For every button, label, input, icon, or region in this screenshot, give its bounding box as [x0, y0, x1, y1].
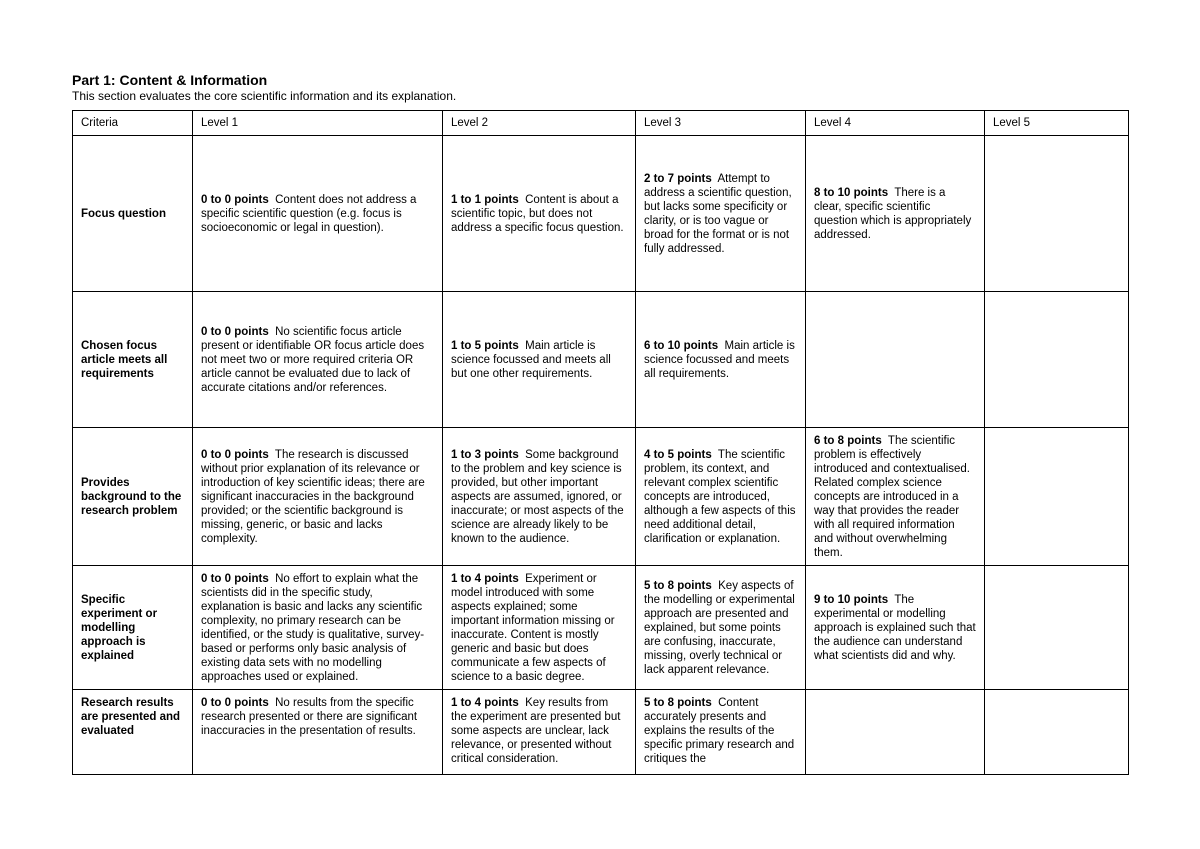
- level-description: No scientific focus article present or identifiable OR focus article does not meet two or more required criteria OR article cannot be evaluated due to lack of accurate citations and/or references.: [201, 325, 425, 394]
- header-level-1: Level 1: [193, 111, 443, 136]
- level-cell: [443, 292, 636, 428]
- level-cell: [806, 136, 985, 292]
- level-cell: [806, 566, 985, 690]
- level-description: Main article is science focussed and meets all but one other requirements.: [451, 339, 611, 380]
- level-cell-empty: [806, 690, 985, 775]
- points-label: 0 to 0 points: [201, 448, 269, 461]
- level-cell-empty: [985, 566, 1129, 690]
- rubric-table: [72, 110, 1129, 775]
- points-label: 6 to 10 points: [644, 339, 719, 352]
- level-description: The research is discussed without prior explanation of its relevance or introduction of key scientific ideas; there are significant inaccuracies in the background provided; or the scientific background is missing, generic, or basic and lacks complexity.: [201, 448, 425, 545]
- points-label: 1 to 4 points: [451, 572, 519, 585]
- level-description: Attempt to address a scientific question, but lacks some specificity or clarity, or is too vague or broad for the format or is not fully addressed.: [644, 172, 792, 255]
- level-cell: [193, 428, 443, 566]
- level-cell: [443, 136, 636, 292]
- level-cell: [443, 690, 636, 775]
- level-description: Content accurately presents and explains the results of the specific primary research and critiques the: [644, 697, 795, 765]
- level-cell: [193, 690, 443, 775]
- level-cell-empty: [985, 428, 1129, 566]
- section-subtitle: This section evaluates the core scientific information and its explanation.: [72, 89, 457, 103]
- level-cell: [443, 566, 636, 690]
- level-description: Key aspects of the modelling or experimental approach are presented and explained, but some points are confusing, inaccurate, missing, overly technical or lack apparent relevance.: [644, 579, 795, 676]
- criteria-cell: Specific experiment or modelling approach is explained: [73, 566, 193, 690]
- level-description: Experiment or model introduced with some aspects explained; some important information missing or inaccurate. Content is mostly generic and basic but does communicate a few aspects of science to a basic degree.: [451, 572, 615, 683]
- level-cell: [636, 136, 806, 292]
- level-cell: [636, 566, 806, 690]
- header-level-2: Level 2: [443, 111, 636, 136]
- points-label: 0 to 0 points: [201, 325, 269, 338]
- criteria-cell: Provides background to the research problem: [73, 428, 193, 566]
- header-level-4: Level 4: [806, 111, 985, 136]
- level-description: The scientific problem, its context, and relevant complex scientific concepts are introduced, although a few aspects of this need additional detail, clarification or explanation.: [644, 448, 796, 545]
- level-description: There is a clear, specific scientific question which is appropriately addressed.: [814, 186, 972, 241]
- level-cell: [193, 566, 443, 690]
- points-label: 6 to 8 points: [814, 434, 882, 447]
- table-row: [73, 428, 1129, 566]
- level-cell-empty: [985, 292, 1129, 428]
- criteria-cell: Focus question: [73, 136, 193, 292]
- level-description: Content is about a scientific topic, but does not address a specific focus question.: [451, 193, 624, 234]
- table-row: [73, 566, 1129, 690]
- table-row: [73, 136, 1129, 292]
- level-description: Some background to the problem and key science is provided, but other important aspects are assumed, ignored, or inaccurate; or most aspects of the science are already likely to be known to the audience.: [451, 448, 624, 545]
- points-label: 0 to 0 points: [201, 697, 269, 709]
- table-row: [73, 690, 1129, 775]
- level-cell-empty: [985, 690, 1129, 775]
- points-label: 0 to 0 points: [201, 193, 269, 206]
- header-criteria: Criteria: [73, 111, 193, 136]
- level-cell-empty: [985, 136, 1129, 292]
- points-label: 1 to 4 points: [451, 697, 519, 709]
- points-label: 2 to 7 points: [644, 172, 712, 185]
- level-cell: [443, 428, 636, 566]
- points-label: 5 to 8 points: [644, 697, 712, 709]
- points-label: 1 to 3 points: [451, 448, 519, 461]
- level-cell: [636, 690, 806, 775]
- points-label: 5 to 8 points: [644, 579, 712, 592]
- table-row: [73, 292, 1129, 428]
- level-description: The experimental or modelling approach is explained such that the audience can understand what scientists did and why.: [814, 593, 976, 662]
- level-cell: [193, 292, 443, 428]
- level-cell: [636, 428, 806, 566]
- points-label: 4 to 5 points: [644, 448, 712, 461]
- level-cell: [806, 428, 985, 566]
- criteria-cell: Chosen focus article meets all requirements: [73, 292, 193, 428]
- rubric-page: [72, 72, 1128, 775]
- level-cell-empty: [806, 292, 985, 428]
- points-label: 1 to 1 points: [451, 193, 519, 206]
- level-description: Main article is science focussed and meets all requirements.: [644, 339, 795, 380]
- level-description: Key results from the experiment are presented but some aspects are unclear, lack relevance, or presented without critical consideration.: [451, 697, 621, 765]
- table-header-row: [73, 111, 1129, 136]
- header-level-5: Level 5: [985, 111, 1129, 136]
- level-description: Content does not address a specific scientific question (e.g. focus is socioeconomic or legal in question).: [201, 193, 417, 234]
- points-label: 8 to 10 points: [814, 186, 889, 199]
- points-label: 9 to 10 points: [814, 593, 889, 606]
- points-label: 0 to 0 points: [201, 572, 269, 585]
- section-title: Part 1: Content & Information: [72, 72, 268, 88]
- criteria-cell: Research results are presented and evaluated: [73, 690, 193, 775]
- points-label: 1 to 5 points: [451, 339, 519, 352]
- header-level-3: Level 3: [636, 111, 806, 136]
- level-cell: [636, 292, 806, 428]
- level-cell: [193, 136, 443, 292]
- level-description: No results from the specific research presented or there are significant inaccuracies in the presentation of results.: [201, 697, 418, 737]
- level-description: No effort to explain what the scientists did in the specific study, explanation is basic and lacks any scientific complexity, no primary research can be identified, or the study is qualitative, survey-based or performs only basic analysis of existing data sets with no modelling approaches used or explained.: [201, 572, 425, 683]
- level-description: The scientific problem is effectively introduced and contextualised. Related complex science concepts are introduced in a way that provides the reader with all required information and without overwhelming them.: [814, 434, 970, 559]
